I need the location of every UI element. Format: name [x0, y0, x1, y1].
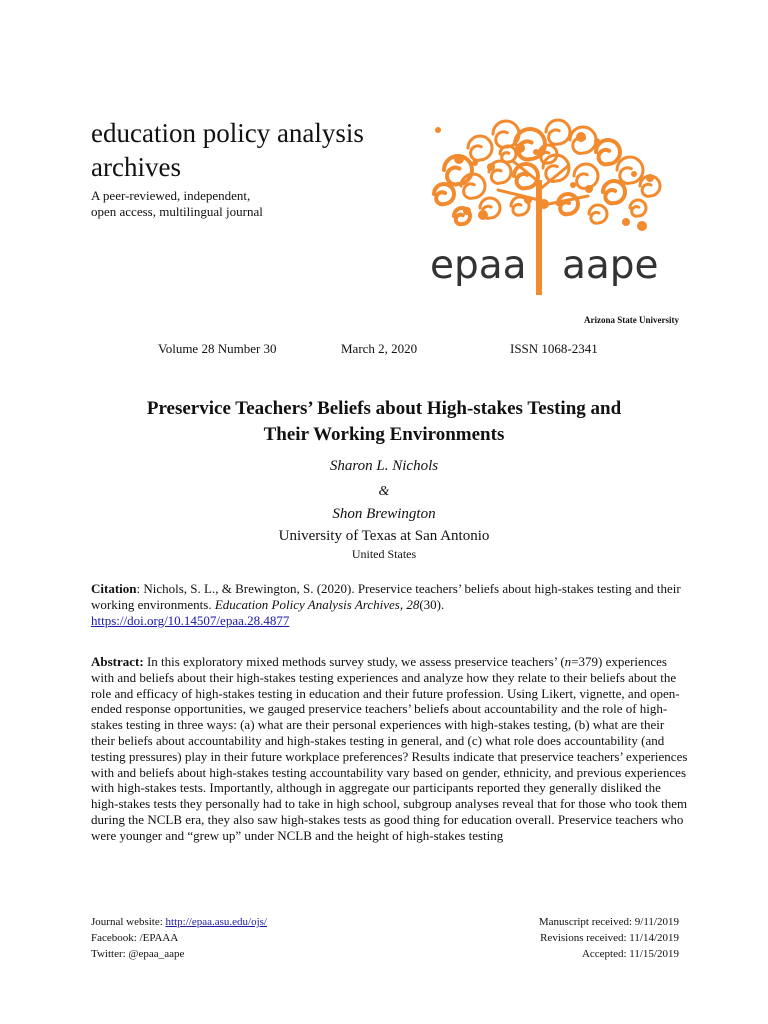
logo-text-epaa: epaa: [430, 243, 527, 288]
tree-dot: [435, 127, 441, 133]
footer-accepted: Accepted: 11/15/2019: [581, 948, 679, 960]
tree-dot: [515, 143, 525, 153]
footer-right: [539, 914, 679, 962]
journal-title: [91, 116, 421, 184]
citation-journal: Education Policy Analysis Archives, 28: [214, 597, 420, 612]
tree-dot: [585, 185, 593, 193]
tree-dot: [472, 160, 478, 166]
tagline-line2: open access, multilingual journal: [91, 204, 263, 219]
tree-dot: [478, 210, 488, 220]
tree-dot: [454, 154, 464, 164]
tree-swirl: [500, 146, 516, 162]
tree-dot: [576, 132, 586, 142]
tree-dot: [533, 149, 539, 155]
university-name: Arizona State University: [584, 315, 679, 325]
footer-twitter: Twitter: @epaa_aape: [91, 948, 185, 960]
tree-dot: [487, 163, 495, 171]
journal-title-line1: education policy analysis: [91, 118, 364, 148]
tagline-line1: A peer-reviewed, independent,: [91, 188, 251, 203]
abstract-n-label: n: [564, 654, 572, 669]
tree-swirl: [589, 205, 607, 223]
citation-doi-link[interactable]: https://doi.org/10.14507/epaa.28.4877: [91, 613, 290, 628]
footer-facebook: Facebook: /EPAAA: [91, 932, 179, 944]
issue-volume: Volume 28 Number 30: [158, 341, 277, 356]
logo-text-aape: aape: [562, 243, 659, 288]
tree-dot: [622, 218, 630, 226]
abstract-text-pre: In this exploratory mixed methods survey study, we assess preservice teachers’ (: [143, 654, 565, 669]
author-1: Sharon L. Nichols: [329, 458, 439, 474]
tree-swirl: [546, 120, 570, 144]
issue-issn: ISSN 1068-2341: [510, 341, 598, 356]
journal-tagline: [91, 188, 391, 220]
article-title: [80, 396, 688, 448]
author-ampersand: &: [378, 484, 390, 499]
footer-received: Manuscript received: 9/11/2019: [538, 916, 679, 928]
tree-swirl: [596, 140, 620, 164]
tree-dot: [463, 207, 471, 215]
journal-website-link[interactable]: http://epaa.asu.edu/ojs/: [165, 916, 267, 928]
footer-website-label: Journal website:: [91, 916, 166, 928]
affiliation: University of Texas at San Antonio: [278, 528, 490, 544]
tree-dot: [594, 138, 600, 144]
abstract-block: [91, 654, 688, 844]
issue-date: March 2, 2020: [341, 341, 418, 356]
journal-title-line2: archives: [91, 152, 181, 182]
tree-swirl: [630, 200, 646, 216]
tree-swirl: [558, 194, 578, 214]
citation-text: : Nichols, S. L., & Brewington, S. (2020). Preservice teachers’ beliefs about high-stakes testing and their working environments.: [91, 581, 681, 612]
abstract-label: Abstract:: [91, 654, 144, 669]
tree-dot: [631, 171, 637, 177]
tree-swirl: [603, 181, 625, 203]
abstract-text-post: =379) experiences with and beliefs about their high-stakes testing experiences and analyze how they relate to their beliefs about the role and efficacy of high-stakes testing in education and their future profession. Using Likert, vignette, and open-ended response opportunities, we gauged preservice teachers’ beliefs about accountability and the role of high-stakes testing in three ways: (a) what are their personal experiences with high-stakes testing, (b) what are their their beliefs about accountability and high-stakes testing in general, and (c) what role does accountability (and testing pressures) play in their future workplace preferences? Results indicate that preservice teachers’ experiences with and beliefs about high-stakes testing accountability vary based on gender, ethnicity, and previous experiences with high-stakes tests. Importantly, although in aggregate our participants reported they generally disliked the high-stakes tests they personally had to take in high school, subgroup analyses reveal that for those who took them during the NCLB era, they also saw high-stakes tests as good thing for education overall. Preservice teachers who were younger and “grew up” under NCLB and the height of high-stakes testing: [91, 654, 688, 843]
tree-swirl: [514, 164, 538, 188]
tree-dot: [646, 174, 654, 182]
tree-dot: [570, 182, 576, 188]
tree-swirl: [617, 157, 643, 183]
footer-revisions: Revisions received: 11/14/2019: [540, 932, 679, 944]
tree-swirl: [434, 184, 454, 204]
citation-label: Citation: [91, 581, 137, 596]
tree-swirl: [461, 174, 485, 198]
article-title-line2: Their Working Environments: [263, 424, 505, 445]
country: United States: [351, 547, 417, 561]
tree-swirl: [468, 136, 492, 160]
citation-issue: (30).: [419, 597, 445, 612]
citation-block: [91, 581, 686, 629]
tree-dot: [637, 221, 647, 231]
footer-website: [91, 914, 267, 930]
footer-left: [91, 914, 267, 962]
tree-swirl: [574, 164, 598, 188]
author-2: Shon Brewington: [332, 506, 436, 522]
article-title-line1: Preservice Teachers’ Beliefs about High-stakes Testing and: [146, 398, 622, 419]
